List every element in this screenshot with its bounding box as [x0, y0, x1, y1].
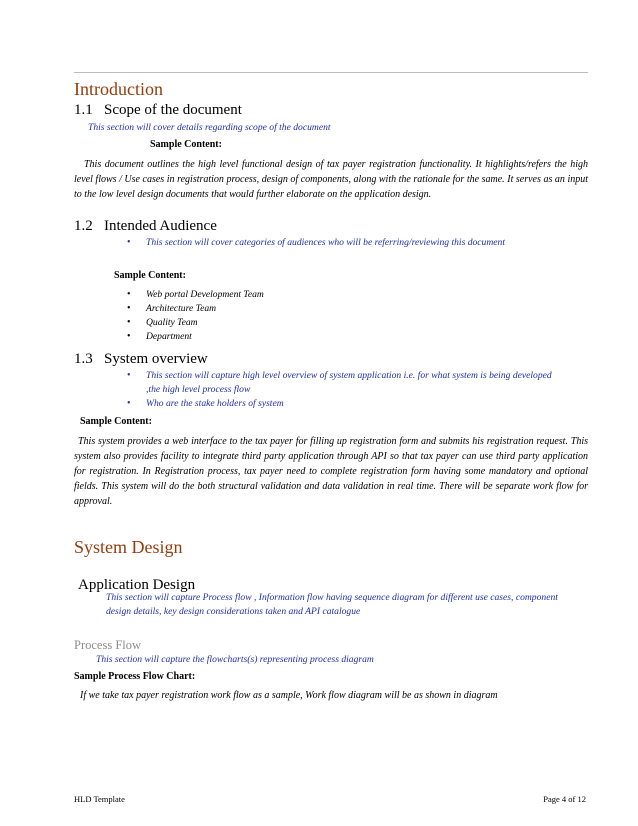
scope-guidance: This section will cover details regarding scope of the document [88, 122, 331, 133]
list-item: • Architecture Team [126, 302, 426, 316]
list-item: • Department [126, 330, 426, 344]
process-flow-sample-label: Sample Process Flow Chart: [74, 671, 196, 682]
heading-scope [74, 101, 242, 119]
heading-introduction: Introduction [74, 79, 163, 99]
process-flow-guidance: This section will capture the flowcharts(s) representing process diagram [96, 654, 374, 665]
overview-sample-text: This system provides a web interface to the tax payer for filling up registration form and submits his registration request. This system also provides facility to integrate third party application through API so that tax payer can use third party application for registration. In Registration process, tax payer need to complete registration form having some mandatory and optional fields. This system will do the both structural validation and data validation in real time. There will be separate work flow for approval. [74, 436, 588, 507]
section-title: Intended Audience [104, 218, 217, 234]
section-number: 1.2 [74, 218, 93, 234]
section-number: 1.1 [74, 102, 93, 118]
footer-page-number: Page 4 of 12 [543, 794, 586, 804]
section-title: Scope of the document [104, 102, 242, 118]
audience-guidance-list [126, 236, 546, 250]
section-title: System overview [104, 351, 208, 367]
scope-sample-label: Sample Content: [150, 139, 222, 150]
heading-application-design: Application Design [78, 577, 196, 593]
heading-system-overview [74, 350, 208, 368]
audience-sample-label: Sample Content: [114, 270, 186, 281]
heading-audience [74, 217, 217, 235]
footer-template-name: HLD Template [74, 794, 125, 804]
scope-sample-text: This document outlines the high level functional design of tax payer registration functionality. It highlights/refers the high level flows / Use cases in registration process, design of components, along with the rationale for the same. It serves as an input to the low level design documents that would further elaborate on the application design. [74, 159, 588, 200]
list-item: • This section will cover categories of audiences who will be referring/reviewing this document [126, 236, 546, 250]
application-design-guidance: This section will capture Process flow , Information flow having sequence diagram for different use cases, component design details, key design considerations taken and API catalogue [106, 592, 558, 617]
top-rule [74, 72, 588, 73]
heading-process-flow: Process Flow [74, 638, 142, 652]
overview-sample-label: Sample Content: [80, 416, 152, 427]
section-number: 1.3 [74, 351, 93, 367]
list-item: • Web portal Development Team [126, 288, 426, 302]
audience-list [126, 288, 426, 344]
list-item: • Who are the stake holders of system [126, 397, 566, 411]
list-item: • Quality Team [126, 316, 426, 330]
process-flow-sample-text: If we take tax payer registration work flow as a sample, Work flow diagram will be as shown in diagram [80, 690, 498, 701]
list-item: • This section will capture high level overview of system application i.e. for what system is being developed ,the high level process flow [126, 369, 566, 397]
heading-system-design: System Design [74, 537, 183, 557]
overview-guidance-list [126, 369, 566, 411]
